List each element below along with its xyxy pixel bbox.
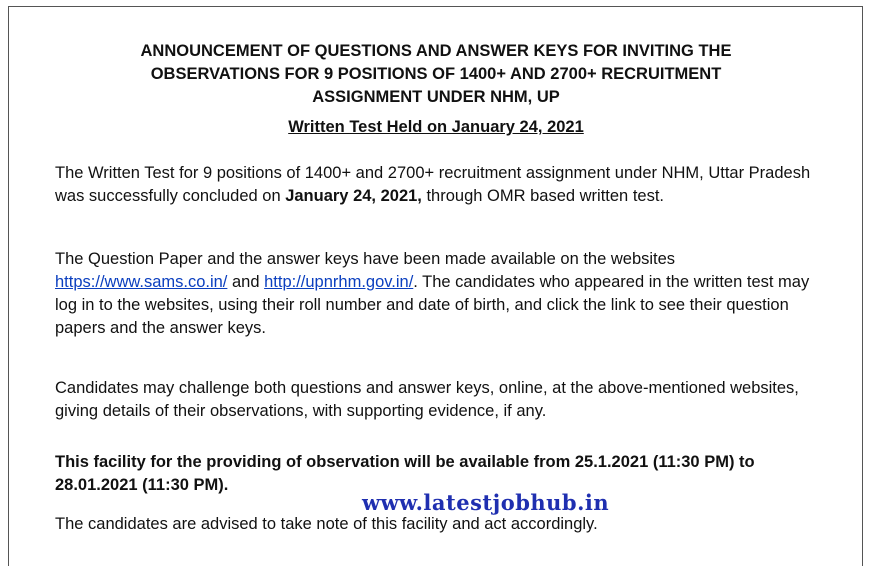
title-line-1: ANNOUNCEMENT OF QUESTIONS AND ANSWER KEYS FOR INVITING THE	[140, 42, 732, 60]
p1-date: January 24, 2021,	[285, 187, 422, 205]
paragraph-facility-dates: This facility for the providing of observation will be available from 25.1.2021 (11:30 PM) to 28.01.2021 (11:30 PM).	[55, 453, 755, 494]
p2-text-a: The Question Paper and the answer keys have been made available on the websites	[55, 250, 676, 268]
upnrhm-website-link[interactable]: http://upnrhm.gov.in/	[264, 273, 414, 291]
document-title	[60, 40, 812, 109]
paragraph-advisory: The candidates are advised to take note of this facility and act accordingly.	[55, 515, 598, 533]
p1-text-b: through OMR based written test.	[421, 187, 665, 205]
title-line-3: ASSIGNMENT UNDER NHM, UP	[312, 88, 560, 106]
paragraph-answer-keys	[55, 248, 825, 340]
p2-text-b: and	[227, 273, 265, 291]
title-line-2: OBSERVATIONS FOR 9 POSITIONS OF 1400+ AND 2700+ RECRUITMENT	[150, 65, 722, 83]
p1-text-a: The Written Test for 9 positions of 1400+ and 2700+ recruitment assignment under NHM, Uttar Pradesh was successfully concluded on	[55, 164, 811, 205]
paragraph-written-test	[55, 162, 825, 208]
document-subtitle: Written Test Held on January 24, 2021	[288, 118, 584, 136]
sams-website-link[interactable]: https://www.sams.co.in/	[55, 273, 228, 291]
p2-text-c: . The candidates who appeared in the written test may log in to the websites, using their roll number and date of birth, and click the link to see their question papers and the answer keys.	[55, 273, 810, 337]
paragraph-challenge: Candidates may challenge both questions and answer keys, online, at the above-mentioned websites, giving details of their observations, with supporting evidence, if any.	[55, 379, 799, 420]
watermark-text: www.latestjobhub.in	[362, 490, 610, 515]
